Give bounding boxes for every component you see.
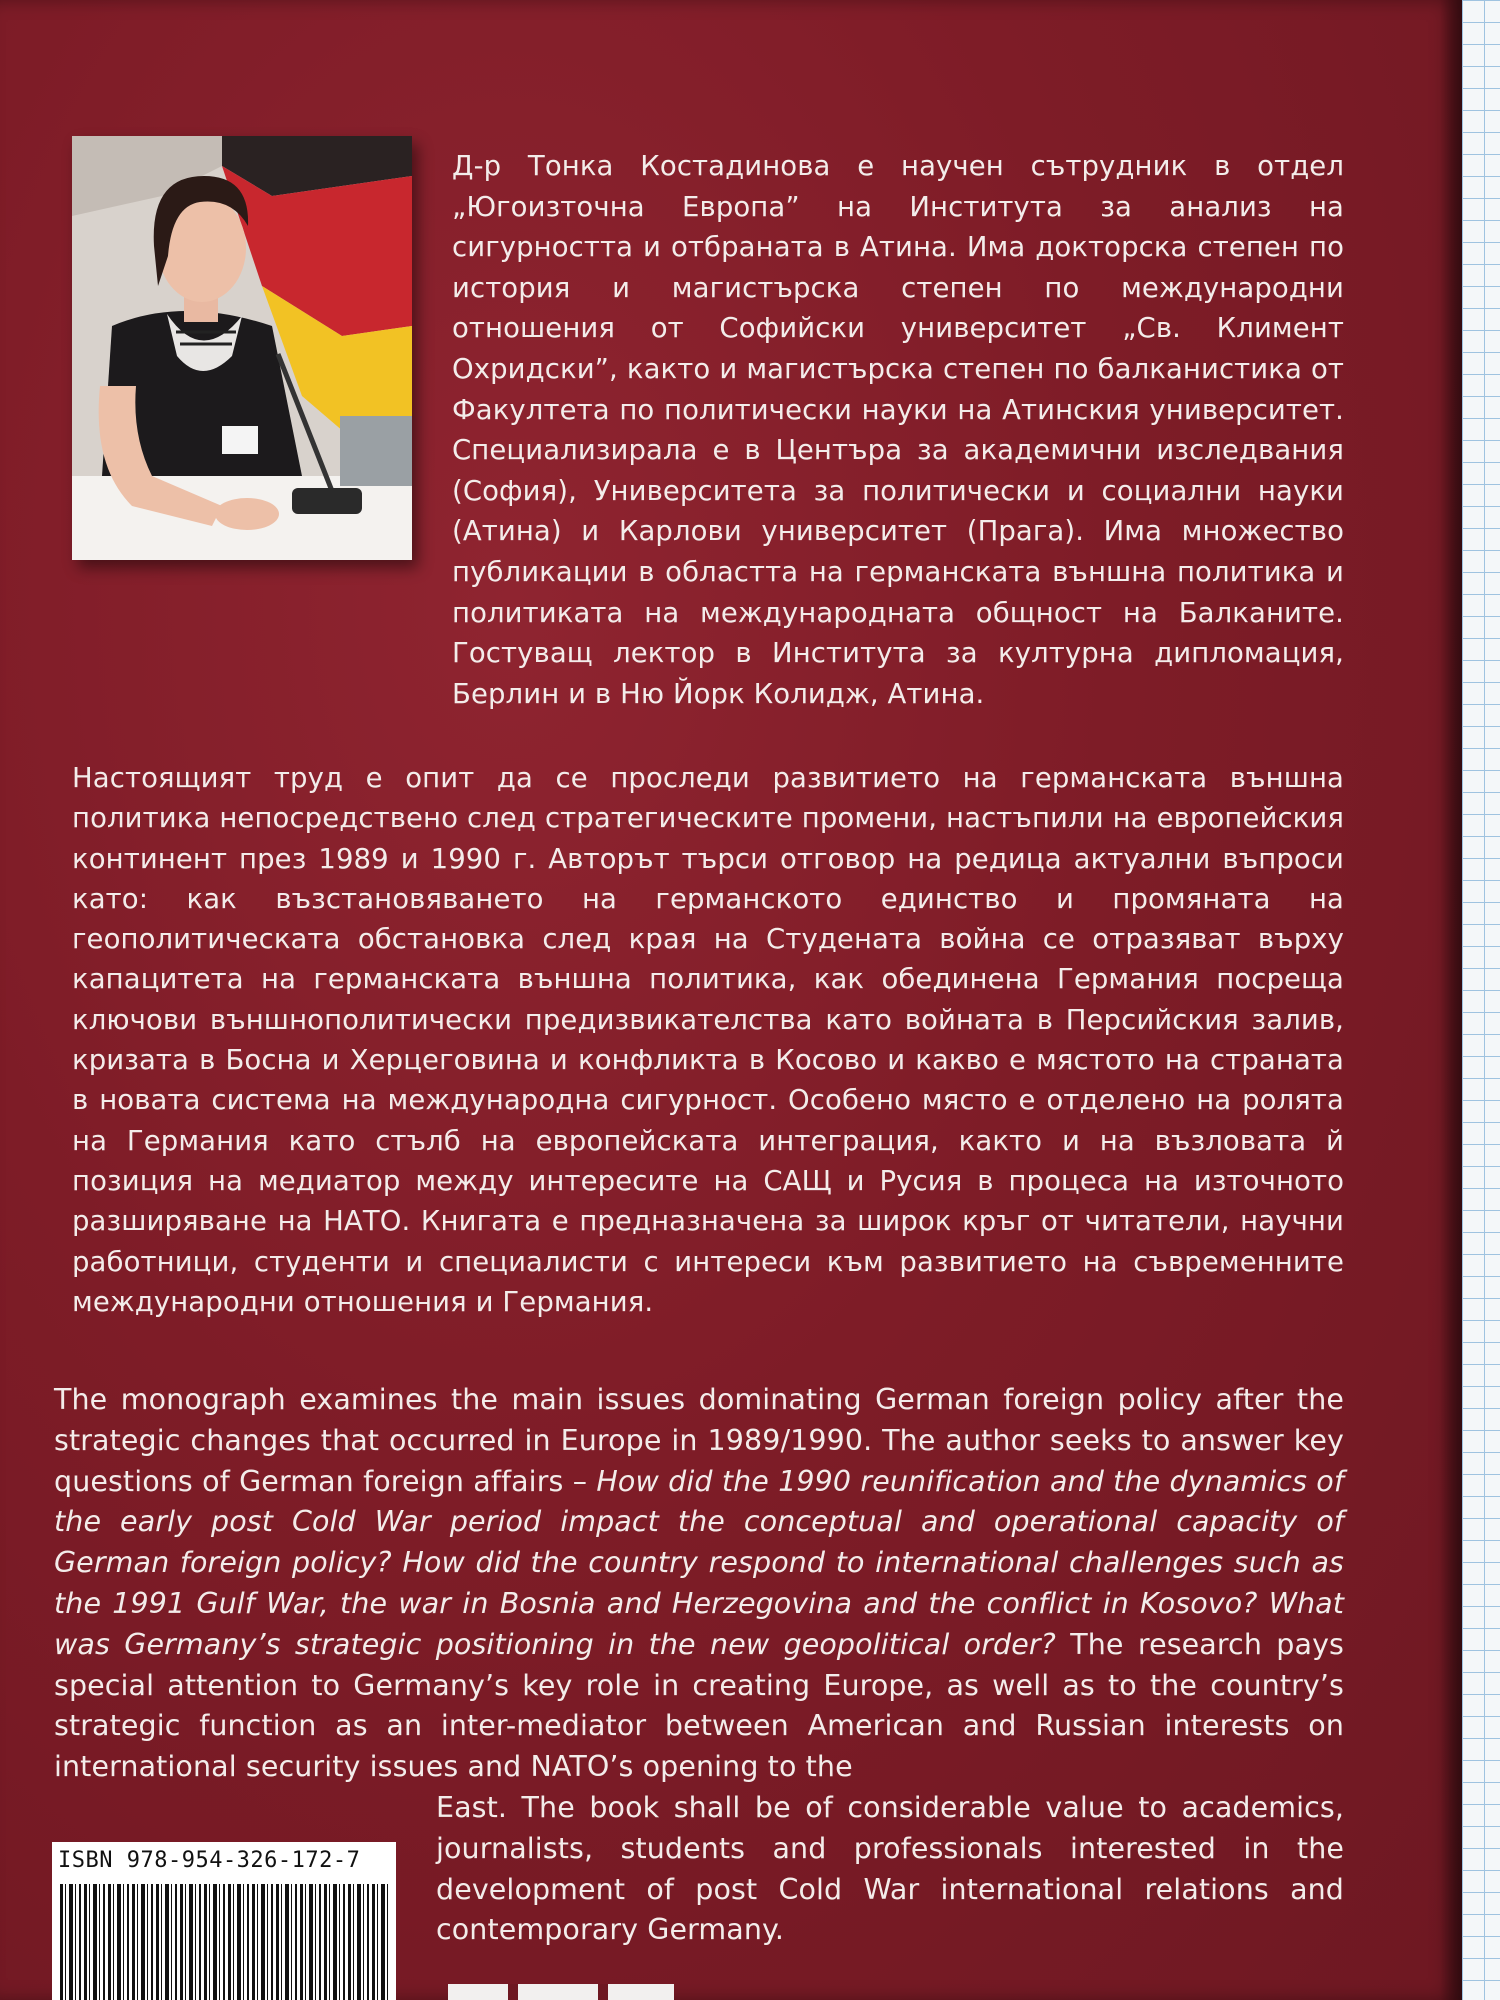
english-key-questions: How did the 1990 reunification and the dynamics of the early post Cold War period impact the conceptual and operational capacity of German foreign policy? How did the country respond to international challenges such as the 1991 Gulf War, the war in Bosnia and Herzegovina and the conflict in Kosovo? What was Germany’s strategic positioning in the new geopolitical order? — [54, 1464, 1344, 1661]
author-photo — [72, 136, 412, 560]
english-research-text: The research pays special attention to Germany’s key role in creating Europe, as well as to the country’s strategic function as an inter-mediator between American and Russian interests on international security issues and NATO’s opening to the — [54, 1627, 1344, 1784]
isbn-barcode — [52, 1842, 396, 2000]
english-intro-text: The monograph examines the main issues dominating German foreign policy after the strategic changes that occurred in Europe in 1989/1990. The author seeks to answer key questions of German foreign affairs – — [54, 1383, 1344, 1498]
book-description-bulgarian: Настоящият труд е опит да се проследи развитието на германската външна политика непосредствено след стратегическите промени, настъпили на европейския континент през 1989 и 1990 г. Авторът търси отговор на редица актуални въпроси като: как възстановяването на германското единство и промяната на геополитическата обстановка след края на Студената война се отразяват върху капацитета на германската външна политика, как обединена Германия посреща ключови външнополитически предизвикателства като войната в Персийския залив, кризата в Босна и Херцеговина и конфликта в Косово и какво е мястото на страната в новата система на международна сигурност. Особено място е отделено на ролята на Германия като стълб на европейската интеграция, както и на възловата й позиция на медиатор между интересите на САЩ и Русия в процеса на източното разширяване на НАТО. Книгата е предназначена за широк кръг от читатели, научни работници, студенти и специалисти с интереси към развитието на съвременните международни отношения и Германия. — [72, 762, 1344, 1318]
publisher-logo-partial — [448, 1984, 674, 2000]
barcode-bars — [60, 1884, 390, 2000]
book-description-english — [54, 1380, 1344, 1788]
author-bio: Д-р Тонка Костадинова е научен сътрудник в отдел „Югоизточна Европа” на Института за анализ на сигурността и отбраната в Атина. Има докторска степен по история и магистърска степен по международни отношения от Софийски университет „Св. Климент Охридски”, както и магистърска степен по балканистика от Факултета по политически науки на Атинския университет. Специализирала е в Центъра за академични изследвания (София), Университета за политически и социални науки (Атина) и Карлови университет (Прага). Има множество публикации в областта на германската външна политика и политиката на международната общност на Балканите. Гостуващ лектор в Института за културна дипломация, Берлин и в Ню Йорк Колидж, Атина. — [452, 150, 1344, 710]
isbn-number: ISBN 978-954-326-172-7 — [58, 1848, 361, 1873]
book-description-english-continued: East. The book shall be of considerable value to academics, journalists, students and professionals interested in the development of post Cold War international relations and contemporary Germany. — [436, 1791, 1344, 1947]
